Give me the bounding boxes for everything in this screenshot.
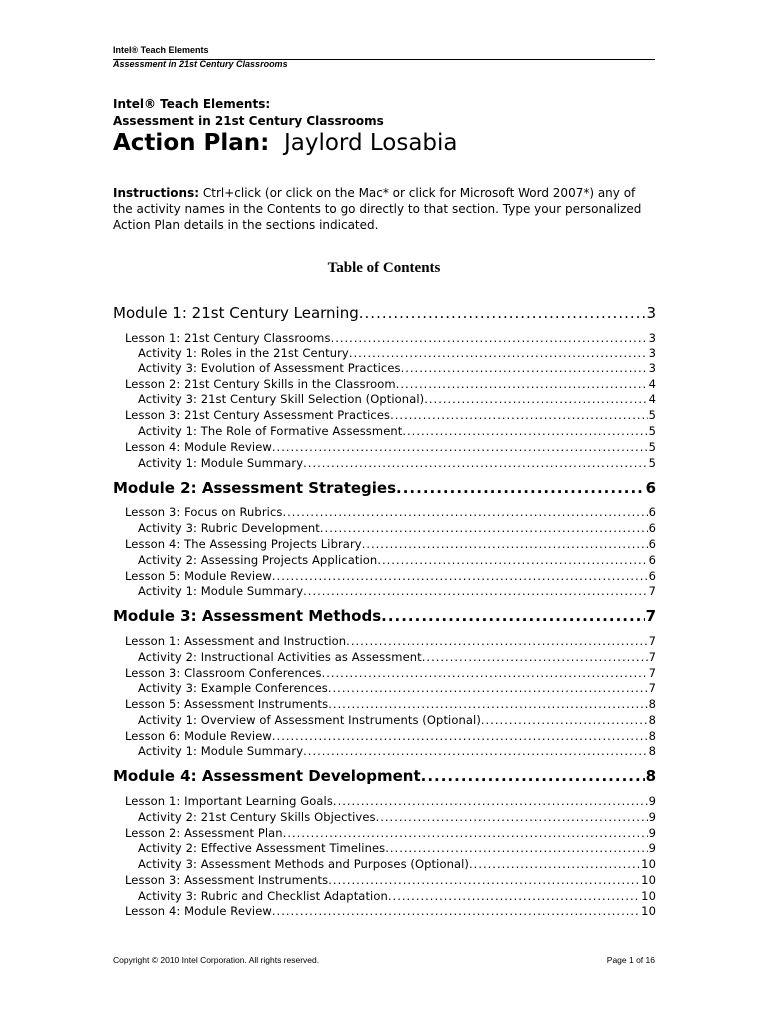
toc-entry-text: Activity 3: Rubric and Checklist Adaptation bbox=[138, 889, 388, 903]
toc-entry-lesson[interactable] bbox=[125, 440, 656, 455]
toc-leader-dots bbox=[328, 873, 640, 888]
toc-leader-dots bbox=[283, 826, 648, 841]
toc-leader-dots bbox=[322, 666, 648, 681]
toc-leader-dots bbox=[385, 841, 647, 856]
toc-page-number: 3 bbox=[648, 331, 656, 345]
toc-entry-activity[interactable] bbox=[138, 713, 656, 728]
toc-page-number: 7 bbox=[648, 681, 656, 695]
toc-entry-lesson[interactable] bbox=[125, 331, 656, 346]
toc-leader-dots bbox=[303, 744, 647, 759]
toc-page-number: 5 bbox=[648, 440, 656, 454]
toc-page-number: 6 bbox=[645, 479, 656, 497]
toc-entry-text: Lesson 2: 21st Century Skills in the Classroom bbox=[125, 377, 396, 391]
instructions-paragraph bbox=[113, 185, 658, 233]
running-header-title: Intel® Teach Elements bbox=[113, 45, 209, 55]
toc-entry-module[interactable] bbox=[113, 607, 656, 625]
toc-leader-dots bbox=[328, 697, 647, 712]
toc-page-number: 8 bbox=[648, 713, 656, 727]
toc-entry-text: Activity 3: Example Conferences bbox=[138, 681, 328, 695]
toc-leader-dots bbox=[402, 424, 647, 439]
toc-entry-text: Activity 1: Module Summary bbox=[138, 584, 304, 598]
toc-entry-text: Module 1: 21st Century Learning bbox=[113, 304, 359, 322]
toc-page-number: 7 bbox=[648, 634, 656, 648]
toc-entry-module[interactable] bbox=[113, 304, 656, 322]
toc-leader-dots bbox=[346, 634, 647, 649]
instructions-text: Ctrl+click (or click on the Mac* or click for Microsoft Word 2007*) any of the activity names in the Contents to go directly to that section. Type your personalized Action Plan details in the sections indicated. bbox=[113, 186, 642, 232]
title-name: Jaylord Losabia bbox=[283, 130, 458, 156]
toc-page-number: 10 bbox=[641, 904, 656, 918]
doc-subtitle-1: Intel® Teach Elements: bbox=[113, 97, 271, 111]
toc-page-number: 6 bbox=[648, 505, 656, 519]
toc-page-number: 4 bbox=[648, 392, 656, 406]
toc-page-number: 8 bbox=[648, 744, 656, 758]
toc-leader-dots bbox=[303, 456, 647, 471]
toc-page-number: 9 bbox=[648, 826, 656, 840]
toc-leader-dots bbox=[377, 553, 647, 568]
toc-page-number: 5 bbox=[648, 456, 656, 470]
toc-entry-text: Activity 2: 21st Century Skills Objectives bbox=[138, 810, 376, 824]
toc-entry-activity[interactable] bbox=[138, 889, 656, 904]
toc-entry-lesson[interactable] bbox=[125, 537, 656, 552]
toc-page-number: 6 bbox=[648, 569, 656, 583]
toc-entry-text: Activity 1: Module Summary bbox=[138, 744, 304, 758]
page-title bbox=[113, 128, 458, 158]
toc-leader-dots bbox=[328, 681, 648, 696]
toc-page-number: 8 bbox=[648, 729, 656, 743]
toc-entry-text: Module 3: Assessment Methods bbox=[113, 607, 382, 625]
toc-entry-activity[interactable] bbox=[138, 841, 656, 856]
toc-entry-text: Lesson 3: Assessment Instruments bbox=[125, 873, 329, 887]
toc-entry-lesson[interactable] bbox=[125, 794, 656, 809]
toc-entry-activity[interactable] bbox=[138, 650, 656, 665]
toc-entry-lesson[interactable] bbox=[125, 377, 656, 392]
toc-entry-lesson[interactable] bbox=[125, 826, 656, 841]
toc-entry-activity[interactable] bbox=[138, 346, 656, 361]
toc-entry-text: Lesson 4: Module Review bbox=[125, 440, 272, 454]
toc-page-number: 7 bbox=[645, 607, 656, 625]
toc-entry-activity[interactable] bbox=[138, 744, 656, 759]
toc-page-number: 10 bbox=[641, 873, 656, 887]
toc-page-number: 7 bbox=[648, 650, 656, 664]
toc-entry-lesson[interactable] bbox=[125, 729, 656, 744]
toc-page-number: 6 bbox=[648, 553, 656, 567]
toc-page-number: 7 bbox=[648, 666, 656, 680]
toc-leader-dots bbox=[469, 857, 640, 872]
toc-leader-dots bbox=[424, 392, 647, 407]
toc-leader-dots bbox=[303, 584, 647, 599]
toc-page-number: 5 bbox=[648, 424, 656, 438]
toc-entry-activity[interactable] bbox=[138, 584, 656, 599]
toc-entry-text: Lesson 2: Assessment Plan bbox=[125, 826, 283, 840]
toc-entry-text: Activity 1: Module Summary bbox=[138, 456, 304, 470]
toc-entry-text: Activity 2: Effective Assessment Timelines bbox=[138, 841, 386, 855]
toc-leader-dots bbox=[272, 729, 648, 744]
toc-page-number: 10 bbox=[641, 889, 656, 903]
toc-page-number: 6 bbox=[648, 521, 656, 535]
toc-entry-text: Lesson 4: The Assessing Projects Library bbox=[125, 537, 362, 551]
toc-entry-text: Lesson 5: Module Review bbox=[125, 569, 272, 583]
toc-page-number: 10 bbox=[641, 857, 656, 871]
toc-leader-dots bbox=[272, 569, 648, 584]
toc-entry-text: Lesson 5: Assessment Instruments bbox=[125, 697, 329, 711]
toc-entry-text: Lesson 3: Focus on Rubrics bbox=[125, 505, 283, 519]
toc-leader-dots bbox=[396, 377, 648, 392]
toc-entry-text: Lesson 3: 21st Century Assessment Practices bbox=[125, 408, 391, 422]
toc-leader-dots bbox=[390, 408, 647, 423]
toc-leader-dots bbox=[481, 713, 648, 728]
toc-leader-dots bbox=[401, 361, 648, 376]
toc-entry-text: Lesson 4: Module Review bbox=[125, 904, 272, 918]
toc-entry-activity[interactable] bbox=[138, 392, 656, 407]
toc-leader-dots bbox=[396, 479, 645, 497]
toc-page-number: 8 bbox=[645, 767, 656, 785]
toc-leader-dots bbox=[272, 904, 640, 919]
toc-entry-text: Lesson 3: Classroom Conferences bbox=[125, 666, 322, 680]
toc-entry-lesson[interactable] bbox=[125, 408, 656, 423]
toc-leader-dots bbox=[272, 440, 648, 455]
toc-entry-text: Activity 1: The Role of Formative Assessment bbox=[138, 424, 403, 438]
toc-page-number: 9 bbox=[648, 841, 656, 855]
toc-entry-module[interactable] bbox=[113, 767, 656, 785]
toc-entry-text: Activity 2: Assessing Projects Application bbox=[138, 553, 378, 567]
toc-entry-activity[interactable] bbox=[138, 521, 656, 536]
toc-entry-text: Lesson 6: Module Review bbox=[125, 729, 272, 743]
toc-leader-dots bbox=[388, 889, 640, 904]
toc-page-number: 9 bbox=[648, 794, 656, 808]
toc-leader-dots bbox=[349, 346, 648, 361]
title-label: Action Plan: bbox=[113, 130, 270, 156]
instructions-label: Instructions: bbox=[113, 186, 200, 200]
toc-entry-text: Module 4: Assessment Development bbox=[113, 767, 421, 785]
toc-entry-text: Activity 1: Overview of Assessment Instruments (Optional) bbox=[138, 713, 481, 727]
toc-entry-lesson[interactable] bbox=[125, 569, 656, 584]
running-header-subtitle: Assessment in 21st Century Classrooms bbox=[113, 59, 288, 69]
toc-entry-text: Activity 3: 21st Century Skill Selection (Optional) bbox=[138, 392, 425, 406]
toc-leader-dots bbox=[282, 505, 647, 520]
toc-leader-dots bbox=[320, 521, 648, 536]
toc-entry-lesson[interactable] bbox=[125, 666, 656, 681]
toc-entry-text: Activity 1: Roles in the 21st Century bbox=[138, 346, 349, 360]
toc-entry-text: Activity 2: Instructional Activities as Assessment bbox=[138, 650, 422, 664]
toc-page-number: 3 bbox=[648, 346, 656, 360]
toc-entry-activity[interactable] bbox=[138, 810, 656, 825]
toc-heading: Table of Contents bbox=[327, 260, 441, 276]
toc-leader-dots bbox=[381, 607, 644, 625]
toc-page-number: 5 bbox=[648, 408, 656, 422]
copyright-notice: Copyright © 2010 Intel Corporation. All rights reserved. bbox=[113, 955, 320, 965]
toc-entry-text: Activity 3: Rubric Development bbox=[138, 521, 320, 535]
page-number: Page 1 of 16 bbox=[606, 955, 655, 965]
doc-subtitle-2: Assessment in 21st Century Classrooms bbox=[113, 114, 384, 128]
toc-entry-text: Module 2: Assessment Strategies bbox=[113, 479, 397, 497]
toc-entry-text: Lesson 1: 21st Century Classrooms bbox=[125, 331, 331, 345]
toc-leader-dots bbox=[422, 650, 648, 665]
toc-leader-dots bbox=[376, 810, 648, 825]
toc-entry-activity[interactable] bbox=[138, 424, 656, 439]
toc-entry-text: Lesson 1: Assessment and Instruction bbox=[125, 634, 347, 648]
toc-entry-lesson[interactable] bbox=[125, 634, 656, 649]
toc-page-number: 8 bbox=[648, 697, 656, 711]
toc-leader-dots bbox=[359, 304, 646, 322]
toc-entry-activity[interactable] bbox=[138, 456, 656, 471]
toc-entry-lesson[interactable] bbox=[125, 904, 656, 919]
toc-page-number: 6 bbox=[648, 537, 656, 551]
toc-entry-lesson[interactable] bbox=[125, 873, 656, 888]
toc-entry-activity[interactable] bbox=[138, 681, 656, 696]
toc-leader-dots bbox=[333, 794, 648, 809]
toc-entry-activity[interactable] bbox=[138, 553, 656, 568]
toc-page-number: 4 bbox=[648, 377, 656, 391]
toc-entry-activity[interactable] bbox=[138, 361, 656, 376]
toc-entry-module[interactable] bbox=[113, 479, 656, 497]
toc-entry-text: Activity 3: Assessment Methods and Purposes (Optional) bbox=[138, 857, 470, 871]
toc-page-number: 3 bbox=[646, 304, 656, 322]
toc-leader-dots bbox=[421, 767, 645, 785]
toc-page-number: 3 bbox=[648, 361, 656, 375]
toc-entry-text: Activity 3: Evolution of Assessment Practices bbox=[138, 361, 401, 375]
toc-page-number: 9 bbox=[648, 810, 656, 824]
toc-entry-lesson[interactable] bbox=[125, 505, 656, 520]
toc-entry-text: Lesson 1: Important Learning Goals bbox=[125, 794, 333, 808]
toc-entry-activity[interactable] bbox=[138, 857, 656, 872]
toc-entry-lesson[interactable] bbox=[125, 697, 656, 712]
toc-page-number: 7 bbox=[648, 584, 656, 598]
toc-leader-dots bbox=[331, 331, 648, 346]
toc-leader-dots bbox=[362, 537, 648, 552]
